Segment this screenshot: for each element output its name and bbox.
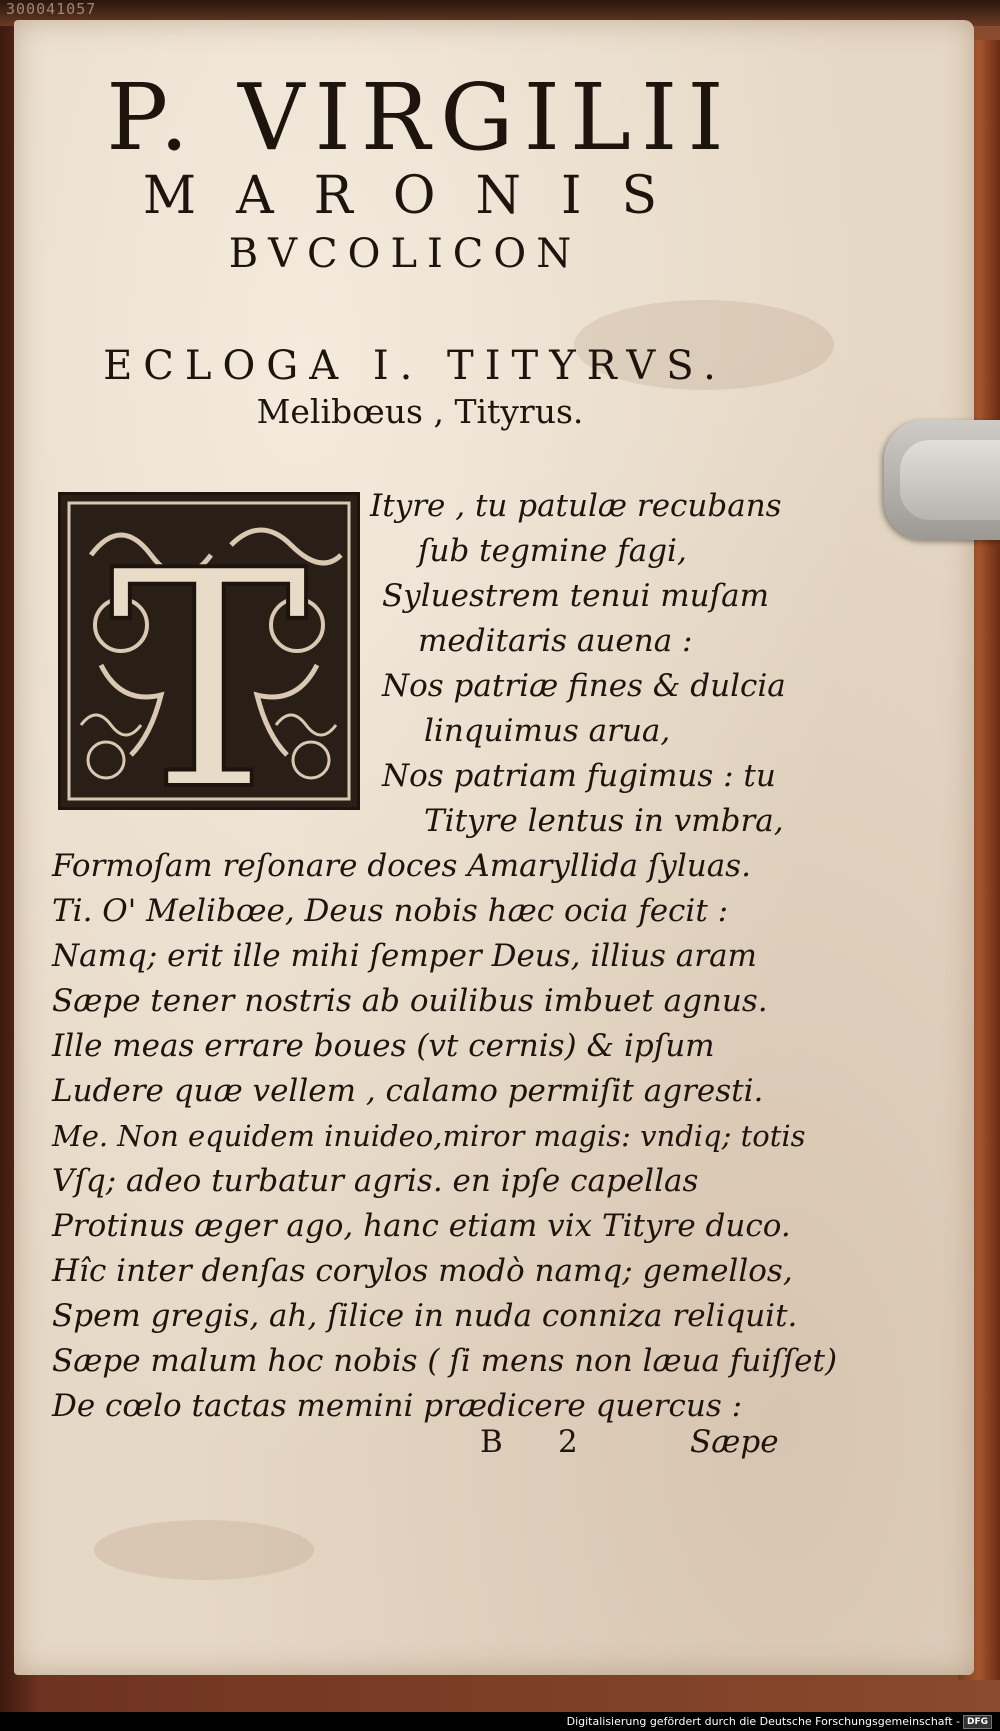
verse-line: Sæpe tener nostris ab ouilibus imbuet agnus. <box>52 983 768 1019</box>
signature-mark: B <box>480 1424 503 1460</box>
catchword: Sæpe <box>690 1424 779 1460</box>
page-footer-line <box>470 1424 779 1468</box>
title-line-3: BVCOLICON <box>228 231 582 277</box>
catalog-mark: 300041057 <box>6 0 97 18</box>
verse-line: linquimus arua, <box>424 713 671 749</box>
funding-credit: Digitalisierung gefördert durch die Deutsche Forschungsgemeinschaft - <box>566 1715 960 1728</box>
decorated-initial <box>58 492 360 810</box>
verse-line: meditaris auena : <box>418 623 693 659</box>
verse-line: ſub tegmine fagi, <box>418 533 687 569</box>
verse-line: Ludere quæ vellem , calamo permiſit agresti. <box>52 1073 764 1109</box>
eclogue-title: ECLOGA I. TITYRVS. <box>103 343 727 389</box>
woodcut-ornament <box>61 495 357 807</box>
title-line-1: P. VIRGILII <box>106 64 734 171</box>
verse-line: Tityre lentus in vmbra, <box>424 803 784 839</box>
verse-line: Namq; erit ille mihi ſemper Deus, illius aram <box>52 938 757 974</box>
verse-line: Protinus æger ago, hanc etiam vix Tityre duco. <box>52 1208 791 1244</box>
scan-credit-bar <box>0 1712 1000 1731</box>
verse-line: Vſq; adeo turbatur agris. en ipſe capellas <box>52 1163 699 1199</box>
verse-line: Nos patriam fugimus : tu <box>382 758 776 794</box>
verse-line: Hîc inter denſas corylos modò namq; gemellos, <box>52 1253 793 1289</box>
dfg-logo: DFG <box>963 1715 992 1729</box>
verse-line: Syluestrem tenui muſam <box>382 578 769 614</box>
title-line-2: MARONIS <box>142 166 698 226</box>
verse-line: Formoſam reſonare doces Amaryllida ſyluas. <box>52 848 751 884</box>
verse-line: Spem gregis, ah, ſilice in nuda conniza reliquit. <box>52 1298 798 1334</box>
speakers-line: Melibœus , Tityrus. <box>256 392 584 431</box>
verse-line: Ille meas errare boues (vt cernis) & ipſum <box>52 1028 715 1064</box>
verse-line: Me. Non equidem inuideo,miror magis: vndiq; totis <box>52 1119 806 1153</box>
initial-letter: T <box>108 507 310 807</box>
page-clip-inner <box>900 440 1000 520</box>
verse-line: Nos patriæ fines & dulcia <box>382 668 786 704</box>
verse-line: Ti. O' Melibœe, Deus nobis hæc ocia fecit : <box>52 893 729 929</box>
signature-number: 2 <box>558 1424 578 1460</box>
verse-line: Ityre , tu patulæ recubans <box>370 488 782 524</box>
paper-stain <box>94 1520 314 1580</box>
verse-line: De cœlo tactas memini prædicere quercus : <box>52 1388 743 1424</box>
verse-line: Sæpe malum hoc nobis ( ſi mens non læua fuiſſet) <box>52 1343 838 1379</box>
